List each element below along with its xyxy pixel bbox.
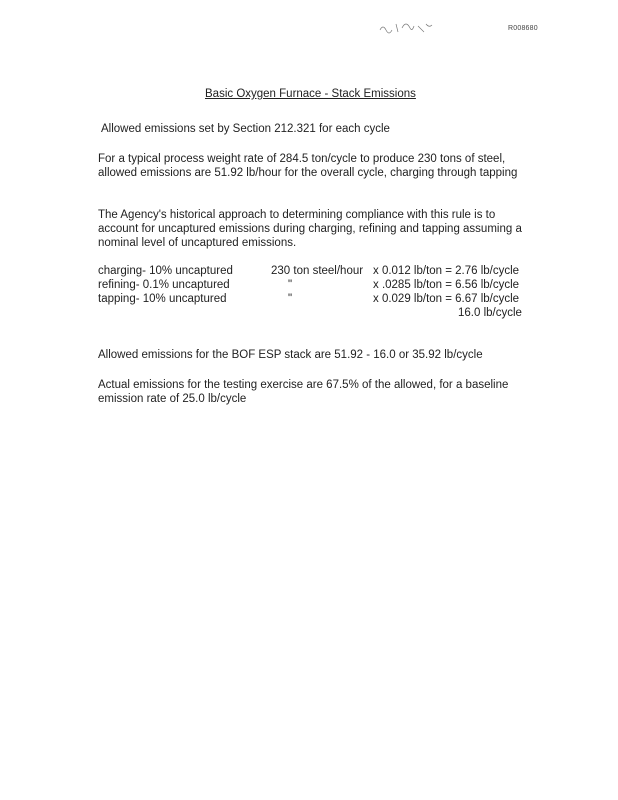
calc-row-label: tapping- 10% uncaptured xyxy=(98,293,227,305)
emission-calculation-table xyxy=(98,264,538,320)
handwritten-mark-icon xyxy=(378,18,438,38)
calc-row-result: x 0.012 lb/ton = 2.76 lb/cycle xyxy=(373,265,520,277)
agency-approach-paragraph: The Agency's historical approach to determining compliance with this rule is to account for uncaptured emissions during charging, refining and tapping assuming a nominal level of uncaptured emissions. xyxy=(98,209,522,249)
calc-row-charging xyxy=(98,264,538,278)
calc-row-result: x 0.029 lb/ton = 6.67 lb/cycle xyxy=(373,293,520,305)
page-title: Basic Oxygen Furnace - Stack Emissions xyxy=(205,88,416,100)
calc-total: 16.0 lb/cycle xyxy=(458,307,522,319)
calc-row-rate: 230 ton steel/hour xyxy=(271,265,364,277)
calc-row-tapping xyxy=(98,292,538,306)
calc-total-row xyxy=(98,306,538,320)
actual-emissions-paragraph: Actual emissions for the testing exercise are 67.5% of the allowed, for a baseline emission rate of 25.0 lb/cycle xyxy=(98,379,509,405)
calc-row-result: x .0285 lb/ton = 6.56 lb/cycle xyxy=(373,279,520,291)
calc-row-label: charging- 10% uncaptured xyxy=(98,265,233,277)
calc-row-refining xyxy=(98,278,538,292)
calc-row-ditto: " xyxy=(288,293,293,305)
bof-esp-allowed-text: Allowed emissions for the BOF ESP stack are 51.92 - 16.0 or 35.92 lb/cycle xyxy=(98,349,483,361)
allowed-emissions-text: Allowed emissions set by Section 212.321 for each cycle xyxy=(101,123,390,135)
calc-row-label: refining- 0.1% uncaptured xyxy=(98,279,230,291)
calc-row-ditto: " xyxy=(288,279,293,291)
document-id: R008680 xyxy=(508,25,538,32)
typical-process-paragraph: For a typical process weight rate of 284.5 ton/cycle to produce 230 tons of steel, allowed emissions are 51.92 lb/hour for the overall cycle, charging through tapping xyxy=(98,153,518,179)
